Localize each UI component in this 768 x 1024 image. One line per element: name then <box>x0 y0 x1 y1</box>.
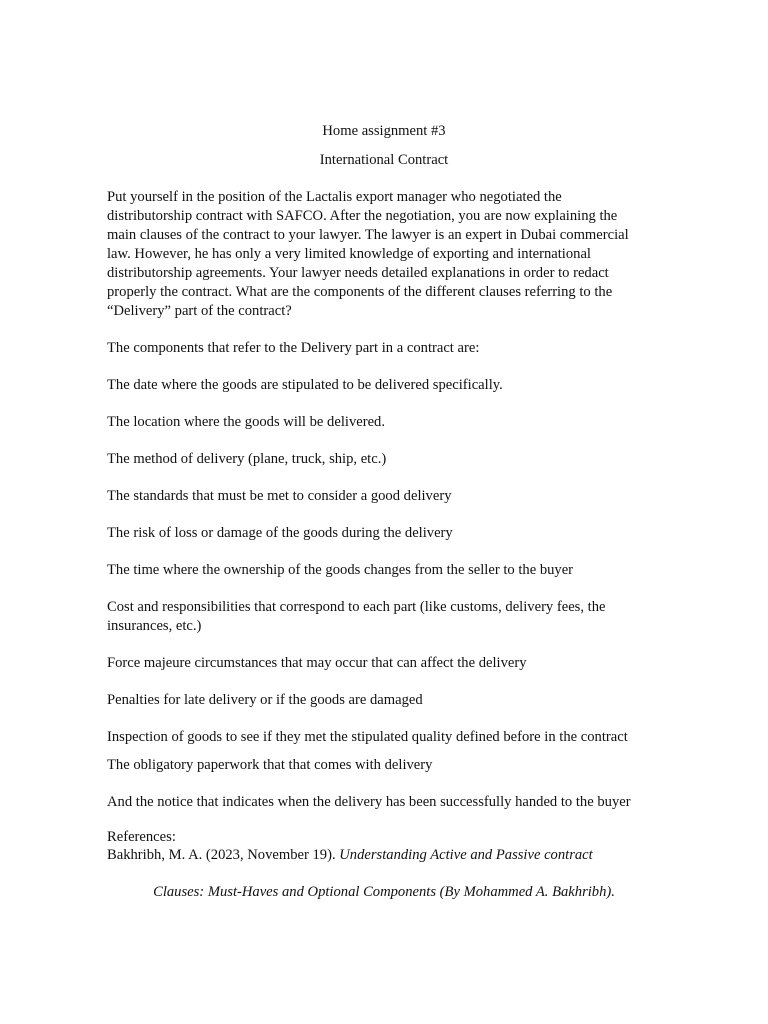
intro-line: main clauses of the contract to your lawyer. The lawyer is an expert in Dubai commercial <box>107 227 629 243</box>
references-label: References: <box>107 829 176 845</box>
components-heading: The components that refer to the Delivery part in a contract are: <box>107 340 480 356</box>
component-item: The obligatory paperwork that that comes with delivery <box>107 757 433 773</box>
component-item: The standards that must be met to consider a good delivery <box>107 488 452 504</box>
component-item: The risk of loss or damage of the goods during the delivery <box>107 525 453 541</box>
intro-line: distributorship contract with SAFCO. After the negotiation, you are now explaining the <box>107 208 618 224</box>
component-item-continued: insurances, etc.) <box>107 618 202 634</box>
intro-line: distributorship agreements. Your lawyer needs detailed explanations in order to redact <box>107 265 609 281</box>
component-item: The date where the goods are stipulated to be delivered specifically. <box>107 377 503 393</box>
reference-title-continued: Clauses: Must-Haves and Optional Components (By Mohammed A. Bakhribh). <box>153 884 615 900</box>
component-item: The location where the goods will be delivered. <box>107 414 386 430</box>
component-item: Inspection of goods to see if they met the stipulated quality defined before in the contract <box>107 729 628 745</box>
assignment-title: Home assignment #3 <box>322 123 446 139</box>
component-item: Force majeure circumstances that may occur that can affect the delivery <box>107 655 527 671</box>
intro-line: law. However, he has only a very limited knowledge of exporting and international <box>107 246 591 262</box>
reference-citation <box>107 846 593 864</box>
component-item: Cost and responsibilities that correspond to each part (like customs, delivery fees, the <box>107 599 606 615</box>
intro-line: “Delivery” part of the contract? <box>107 303 292 319</box>
component-item: And the notice that indicates when the delivery has been successfully handed to the buyer <box>107 794 631 810</box>
component-item: The method of delivery (plane, truck, ship, etc.) <box>107 451 387 467</box>
component-item: The time where the ownership of the goods changes from the seller to the buyer <box>107 562 574 578</box>
intro-line: properly the contract. What are the components of the different clauses referring to the <box>107 284 613 300</box>
intro-line: Put yourself in the position of the Lactalis export manager who negotiated the <box>107 189 562 205</box>
component-item: Penalties for late delivery or if the goods are damaged <box>107 692 423 708</box>
assignment-subtitle: International Contract <box>319 152 449 168</box>
intro-paragraph <box>107 188 667 321</box>
reference-title: Understanding Active and Passive contract <box>339 847 593 863</box>
reference-authors: Bakhribh, M. A. (2023, November 19). <box>107 847 340 863</box>
